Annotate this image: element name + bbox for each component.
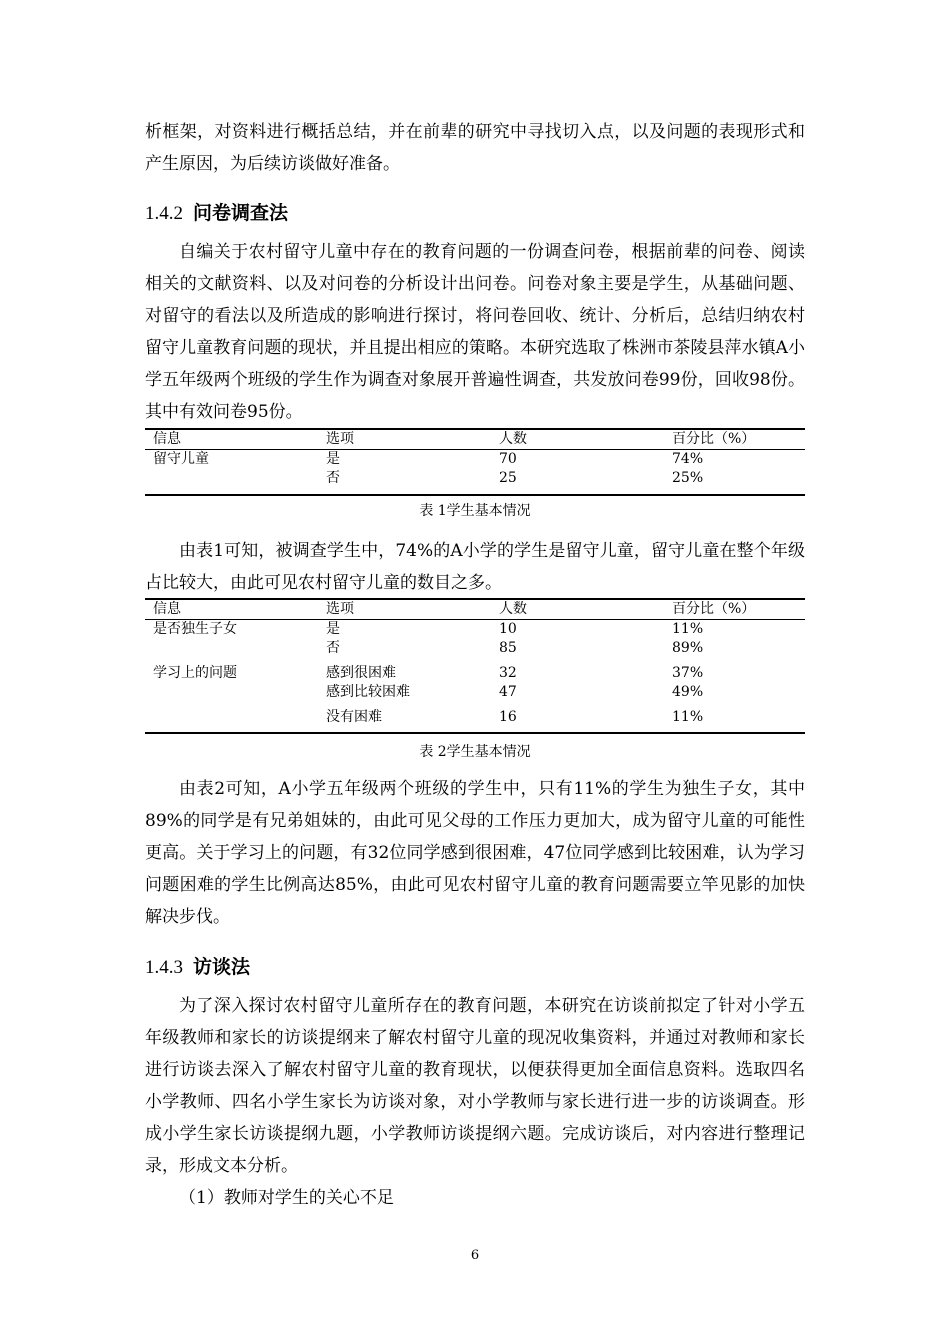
table-cell: 否 — [326, 640, 340, 656]
table-cell: 11% — [664, 708, 805, 733]
paragraph-table2-analysis: 由表2可知，A小学五年级两个班级的学生中，只有11%的学生为独生子女，其中89%的同学是有兄弟姐妹的，由此可见父母的工作压力更加大，成为留守儿童的可能性更高。关于学习上的问题，有32位同学感到很困难，47位同学感到比较困难，认为学习问题困难的学生比例高达85%，由此可见农村留守儿童的教育问题需要立竿见影的加快解决步伐。 — [145, 779, 805, 927]
table-cell: 47 — [499, 684, 517, 700]
table-header-cell: 人数 — [491, 429, 664, 450]
table-cell: 11% — [672, 621, 704, 637]
table-row — [145, 469, 805, 495]
table-row — [145, 620, 805, 640]
table-header-cell: 选项 — [318, 599, 491, 620]
table-header-cell: 百分比（%） — [664, 429, 805, 450]
table-cell: 感到比较困难 — [326, 684, 410, 700]
table-header-cell: 百分比（%） — [664, 599, 805, 620]
table-header-cell: 选项 — [318, 429, 491, 450]
table-cell: 10 — [499, 621, 517, 637]
table-cell — [145, 683, 318, 708]
paragraph-interview: 为了深入探讨农村留守儿童所存在的教育问题，本研究在访谈前拟定了针对小学五年级教师和家长的访谈提纲来了解农村留守儿童的现况收集资料，并通过对教师和家长进行访谈去深入了解农村留守儿童的教育现状，以便获得更加全面信息资料。选取四名小学教师、四名小学生家长为访谈对象，对小学教师与家长进行进一步的访谈调查。形成小学生家长访谈提纲九题，小学教师访谈提纲六题。完成访谈后，对内容进行整理记录，形成文本分析。 — [145, 996, 805, 1176]
table-cell: 85 — [499, 640, 517, 656]
table-row — [145, 639, 805, 664]
table-cell: 37% — [672, 665, 704, 681]
table-header-row — [145, 429, 805, 450]
section-title: 访谈法 — [193, 956, 251, 978]
table-row — [145, 708, 805, 733]
table-cell: 16 — [491, 708, 664, 733]
section-heading-interview — [145, 952, 250, 979]
section-number: 1.4.2 — [145, 203, 183, 224]
table-1 — [145, 428, 805, 496]
table-header-cell: 人数 — [491, 599, 664, 620]
table-cell: 没有困难 — [318, 708, 491, 733]
table-cell: 25% — [664, 469, 805, 495]
table-cell — [145, 708, 318, 733]
table-cell — [145, 639, 318, 664]
table-cell: 学习上的问题 — [153, 665, 237, 681]
table-cell: 49% — [672, 684, 704, 700]
table-row — [145, 664, 805, 683]
section-title: 问卷调查法 — [193, 202, 289, 224]
table-1-caption: 表 1学生基本情况 — [419, 503, 531, 519]
table-header-row — [145, 599, 805, 620]
table-2 — [145, 598, 805, 734]
table-cell: 留守儿童 — [153, 451, 209, 467]
table-cell: 32 — [499, 665, 517, 681]
page-number: 6 — [470, 1248, 480, 1263]
paragraph-intro-continuation: 析框架，对资料进行概括总结，并在前辈的研究中寻找切入点，以及问题的表现形式和产生原因，为后续访谈做好准备。 — [145, 122, 805, 174]
table-cell: 89% — [672, 640, 704, 656]
table-cell: 25 — [491, 469, 664, 495]
table-cell: 74% — [672, 451, 704, 467]
table-header-cell: 信息 — [145, 429, 318, 450]
section-heading-questionnaire — [145, 198, 288, 225]
table-cell: 是 — [326, 621, 340, 637]
table-cell — [145, 469, 318, 495]
list-item-teacher-care: （1）教师对学生的关心不足 — [179, 1188, 394, 1208]
table-2-caption: 表 2学生基本情况 — [419, 744, 531, 760]
table-header-cell: 信息 — [145, 599, 318, 620]
table-cell: 是否独生子女 — [153, 621, 237, 637]
paragraph-questionnaire: 自编关于农村留守儿童中存在的教育问题的一份调查问卷，根据前辈的问卷、阅读相关的文献资料、以及对问卷的分析设计出问卷。问卷对象主要是学生，从基础问题、对留守的看法以及所造成的影响进行探讨，将问卷回收、统计、分析后，总结归纳农村留守儿童教育问题的现状，并且提出相应的策略。本研究选取了株洲市茶陵县萍水镇A小学五年级两个班级的学生作为调查对象展开普遍性调查，共发放问卷99份，回收98份。其中有效问卷95份。 — [145, 242, 805, 422]
paragraph-table1-analysis: 由表1可知，被调查学生中，74%的A小学的学生是留守儿童，留守儿童在整个年级占比较大，由此可见农村留守儿童的数目之多。 — [145, 541, 805, 593]
table-cell: 否 — [318, 469, 491, 495]
section-number: 1.4.3 — [145, 957, 183, 978]
table-cell: 70 — [499, 451, 517, 467]
table-cell: 是 — [326, 451, 340, 467]
table-cell: 感到很困难 — [326, 665, 396, 681]
table-row — [145, 450, 805, 470]
table-row — [145, 683, 805, 708]
